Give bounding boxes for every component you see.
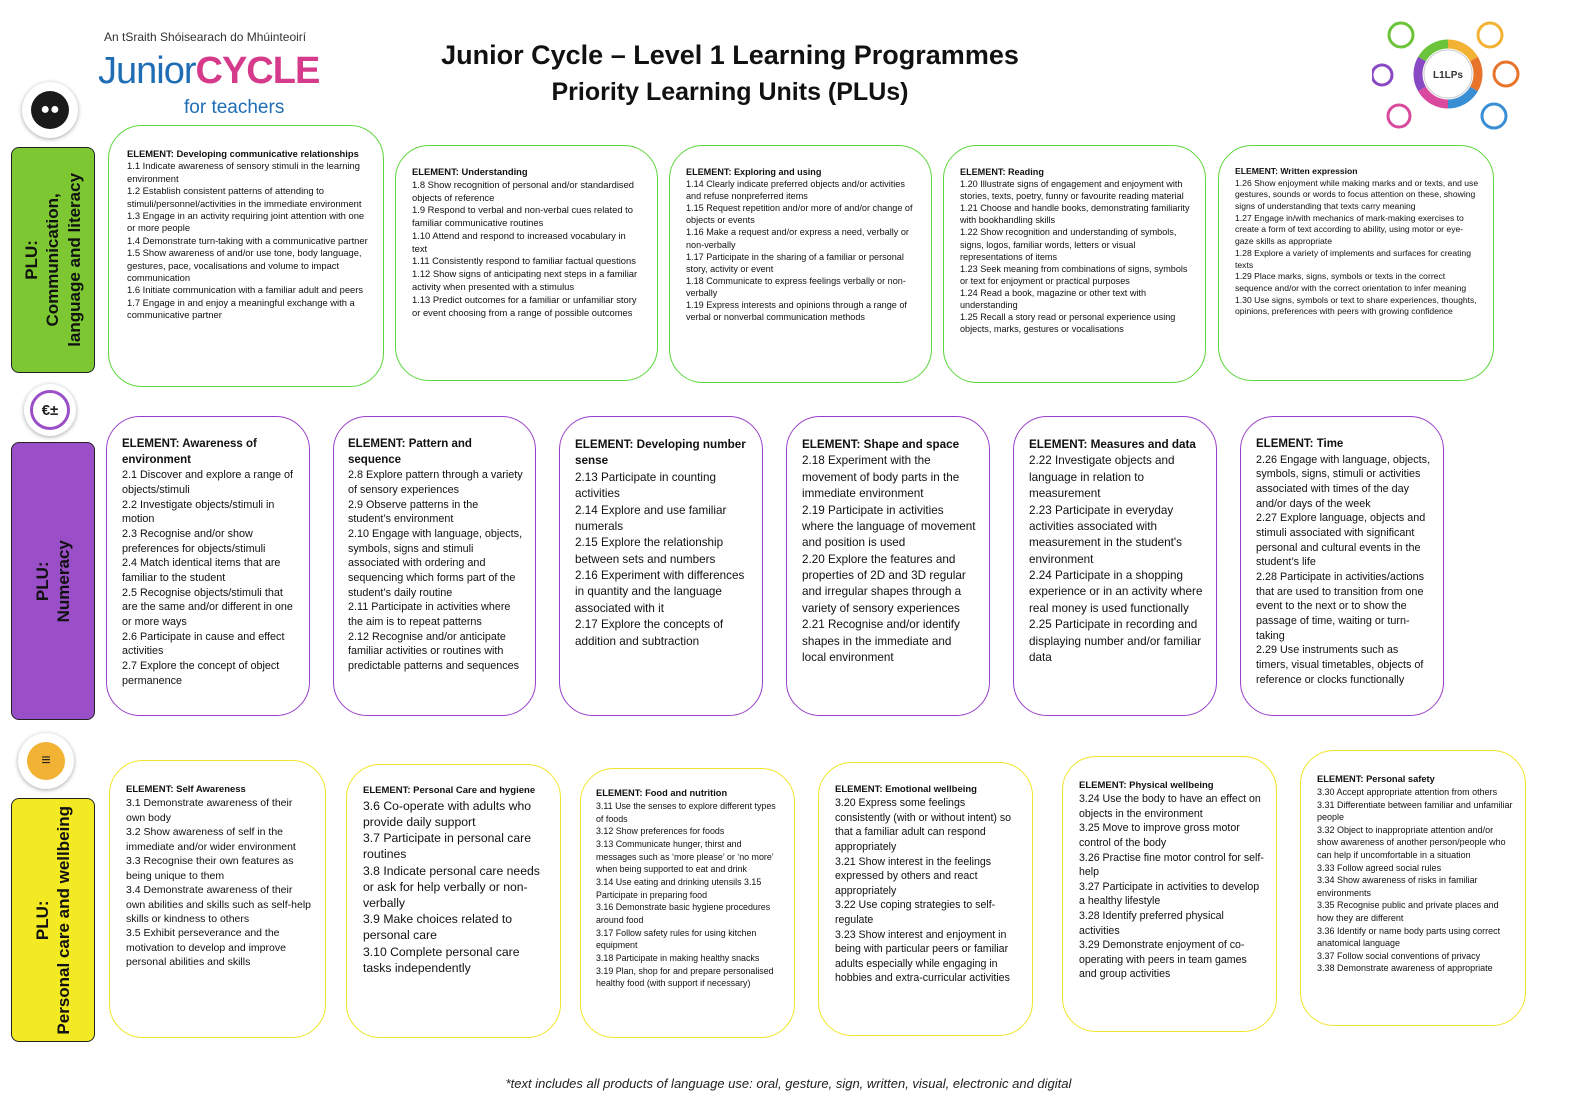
junior-cycle-logo [98,52,319,90]
numeracy-euro-icon: €± [24,384,76,436]
plu-name-line2: language and literacy [64,173,84,347]
logo-subtext: for teachers [184,97,285,118]
element-outcomes: 2.13 Participate in counting activities 2.14 Explore and use familiar numerals 2.15 Explore the relationship between sets and numbers 2.16 Experiment with differences in quantity and the language associated with it 2.17 Explore the concepts of addition and subtraction [575,470,745,648]
element-title: ELEMENT: Personal safety [1317,774,1435,784]
plu-communication-label [11,147,95,373]
element-outcomes: 1.14 Clearly indicate preferred objects and/or activities and refuse nonpreferred items 1.15 Request repetition and/or more of and/or change of objects or events 1.16 Make a request and/or express a need, verbally or non-verbally 1.17 Participate in the sharing of a familiar or personal story, activity or event 1.18 Communicate to express feelings verbally or non-verbally 1.19 Express interests and opinions through a range of verbal or nonverbal communication methods [686,179,913,323]
element-card-emotional-wellbeing [818,762,1033,1036]
element-title: ELEMENT: Reading [960,167,1044,177]
element-outcomes: 2.18 Experiment with the movement of body parts in the immediate environment 2.19 Participate in activities where the language of movement and position is used 2.20 Explore the features and properties of 2D and 3D regular and irregular shapes through a variety of sensory experiences 2.21 Recognise and/or identify shapes in the immediate and local environment [802,454,976,664]
element-outcomes: 3.24 Use the body to have an effect on objects in the environment 3.25 Move to improve gross motor control of the body 3.26 Practise fine motor control for self-help 3.27 Participate in activities to develop a healthy lifestyle 3.28 Identify preferred physical activities 3.29 Demonstrate enjoyment of co-operating with peers in team games and group activities [1079,793,1264,981]
element-outcomes: 2.22 Investigate objects and language in relation to measurement 2.23 Participate in everyday activities associated with measurement in the student's environment 2.24 Participate in a shopping experience or in an activity where real money is used functionally 2.25 Participate in recording and displaying number and/or familiar data [1029,454,1203,664]
element-card-understanding [395,145,658,381]
element-outcomes: 2.26 Engage with language, objects, symbols, signs, stimuli or activities associated with times of the day and/or days of the week 2.27 Explore language, objects and stimuli associated with significant personal and cultural events in the student’s life 2.28 Participate in activities/actions that are used to transition from one event to the next or to show the passage of time, waiting or turn-taking 2.29 Use instruments such as timers, visual timetables, objects of reference or clocks functionally [1256,453,1431,686]
element-outcomes: 1.1 Indicate awareness of sensory stimuli in the learning environment 1.2 Establish consistent patterns of attending to stimuli/personnel/activities in the immediate environment 1.3 Engage in an activity requiring joint attention with one or more people 1.4 Demonstrate turn-taking with a communicative partner 1.5 Show awareness of and/or use tone, body language, gestures, pace, vocalisations and volume to impact communication 1.6 Initiate communication with a familiar adult and peers 1.7 Engage in and enjoy a meaningful exchange with a communicative partner [127,160,368,321]
communication-speech-icon: ●● [22,82,78,138]
plu-numeracy-label [11,442,95,720]
element-title: ELEMENT: Developing number sense [575,438,746,468]
logo-tagline: An tSraith Shóisearach do Mhúinteoirí [104,30,307,44]
element-card-communicative-relationships [108,125,384,387]
element-card-pattern-sequence [333,416,536,716]
element-title: ELEMENT: Measures and data [1029,438,1196,451]
element-card-personal-safety [1300,750,1526,1026]
element-card-food-nutrition [580,768,795,1038]
plu-prefix: PLU: [22,240,42,280]
element-outcomes: 3.30 Accept appropriate attention from others 3.31 Differentiate between familiar and unfamiliar people 3.32 Object to inappropriate attention and/or show awareness of another person/people who can help if uncomfortable in a situation 3.33 Follow agreed social rules 3.34 Show awareness of risks in familiar environments 3.35 Recognise public and private places and how they are different 3.36 Identify or name body parts using correct anatomical language 3.37 Follow social conventions of privacy 3.38 Demonstrate awareness of appropriate [1317,787,1513,974]
element-title: ELEMENT: Understanding [412,166,528,177]
speech-bubble-icon [1389,23,1413,47]
plu-name-line1: Communication, [43,193,63,327]
page-subtitle: Priority Learning Units (PLUs) [551,78,909,106]
element-title: ELEMENT: Shape and space [802,438,960,451]
palette-icon [1494,62,1518,86]
ball-icon [1388,105,1410,127]
element-card-personal-care-hygiene [346,764,561,1038]
element-outcomes: 3.1 Demonstrate awareness of their own body 3.2 Show awareness of self in the immediate and/or wider environment 3.3 Recognise their own features as being unique to them 3.4 Demonstrate awareness of their own abilities and skills such as self-help skills or kindness to others 3.5 Exhibit perseverance and the motivation to develop and improve personal abilities and skills [126,797,312,969]
element-card-measures-data [1013,416,1217,716]
toothbrush-icon [1478,23,1502,47]
element-outcomes: 3.6 Co-operate with adults who provide daily support 3.7 Participate in personal care routines 3.8 Indicate personal care needs or ask for help verbally or non-verbally 3.9 Make choices related to personal care 3.10 Complete personal care tasks independently [363,798,540,975]
plu-wellbeing-label [11,798,95,1042]
wellbeing-toothbrush-icon: ≡ [18,733,74,789]
element-card-reading [943,145,1206,383]
element-card-physical-wellbeing [1062,756,1277,1032]
wheel-center-label: L1LPs [1432,70,1464,81]
logo-cycle-text: CYCLE [195,50,320,92]
element-card-exploring-using [669,145,932,383]
element-title: ELEMENT: Awareness of environment [122,438,257,466]
element-title: ELEMENT: Written expression [1235,166,1358,176]
element-card-shape-space [786,416,990,716]
plu-name: Numeracy [54,539,73,623]
plu-prefix: PLU: [32,900,52,940]
element-outcomes: 1.26 Show enjoyment while making marks and or texts, and use gestures, sounds or words to focus attention on these, showing signs of understanding that texts carry meaning 1.27 Engage in/with mechanics of mark-making exercises to create a form of text according to ability, using motor or eye-gaze skills as appropriate 1.28 Explore a variety of implements and surfaces for creating texts 1.29 Place marks, signs, symbols or texts in the correct sequence and/or with the correct orientation to infer meaning 1.30 Use signs, symbols or text to share experiences, thoughts, opinions, preferences with peers with growing confidence [1235,177,1479,317]
element-card-time [1240,416,1444,716]
element-outcomes: 3.11 Use the senses to explore different types of foods 3.12 Show preferences for foods 3.13 Communicate hunger, thirst and messages such as ‘more please’ or ‘no more’ when being supported to eat and drink 3.14 Use eating and drinking utensils 3.15 Participate in preparing food 3.16 Demonstrate basic hygiene procedures around food 3.17 Follow safety rules for using kitchen equipment 3.18 Participate in making healthy snacks 3.19 Plan, shop for and prepare personalised healthy food (with support if necessary) [596,801,776,989]
element-title: ELEMENT: Time [1256,438,1344,450]
footnote: *text includes all products of language use: oral, gesture, sign, written, visual, electronic and digital [505,1076,1072,1091]
element-outcomes: 3.20 Express some feelings consistently (with or without intent) so that a familiar adult can respond appropriately 3.21 Show interest in the feelings expressed by others and react appropriately 3.22 Use coping strategies to self-regulate 3.23 Show interest and enjoyment in being with particular peers or familiar adults especially while engaging in hobbies and extra-curricular activities [835,797,1012,985]
plu-name: Personal care and wellbeing [54,805,74,1035]
page-title: Junior Cycle – Level 1 Learning Programmes [441,40,1019,70]
plu-prefix: PLU: [32,561,52,601]
element-title: ELEMENT: Developing communicative relationships [127,148,359,159]
element-outcomes: 1.8 Show recognition of personal and/or standardised objects of reference 1.9 Respond to verbal and non-verbal cues related to familiar communicative routines 1.10 Attend and respond to increased vocabulary in text 1.11 Consistently respond to familiar factual questions 1.12 Show signs of anticipating next steps in a familiar activity when presented with a stimulus 1.13 Predict outcomes for a familiar or unfamiliar story or event choosing from a range of possible outcomes [412,178,638,318]
people-icon [1482,104,1506,128]
element-outcomes: 2.1 Discover and explore a range of objects/stimuli 2.2 Investigate objects/stimuli in motion 2.3 Recognise and/or show preferences for objects/stimuli 2.4 Match identical items that are familiar to the student 2.5 Recognise objects/stimuli that are the same and/or different in one or more ways 2.6 Participate in cause and effect activities 2.7 Explore the concept of object permanence [122,469,294,687]
element-title: ELEMENT: Food and nutrition [596,788,728,798]
element-title: ELEMENT: Emotional wellbeing [835,784,977,795]
l1lps-wheel-graphic [1372,18,1524,130]
element-card-number-sense [559,416,763,716]
element-title: ELEMENT: Pattern and sequence [348,438,472,466]
logo-junior-text: Junior [98,50,196,92]
element-card-written-expression [1218,145,1494,381]
element-title: ELEMENT: Exploring and using [686,167,822,177]
element-title: ELEMENT: Personal Care and hygiene [363,785,536,796]
element-outcomes: 1.20 Illustrate signs of engagement and enjoyment with stories, texts, poetry, funny or favourite reading material 1.21 Choose and handle books, demonstrating familiarity with bookhandling skills 1.22 Show recognition and understanding of symbols, signs, logos, familiar words, letters or visual representations of items 1.23 Seek meaning from combinations of signs, symbols or text for enjoyment or practical purposes 1.24 Read a book, magazine or other text with understanding 1.25 Recall a story read or personal experience using objects, marks, gestures or vocalisations [960,179,1190,335]
element-card-self-awareness [109,760,326,1038]
element-outcomes: 2.8 Explore pattern through a variety of sensory experiences 2.9 Observe patterns in the student’s environment 2.10 Engage with language, objects, symbols, signs and stimuli associated with ordering and sequencing which forms part of the student’s daily routine 2.11 Participate in activities where the aim is to repeat patterns 2.12 Recognise and/or anticipate familiar activities or routines with predictable patterns and sequences [348,469,523,672]
euro-icon [1372,65,1392,85]
element-title: ELEMENT: Self Awareness [126,784,246,795]
element-title: ELEMENT: Physical wellbeing [1079,780,1214,791]
element-card-awareness-environment [106,416,310,716]
